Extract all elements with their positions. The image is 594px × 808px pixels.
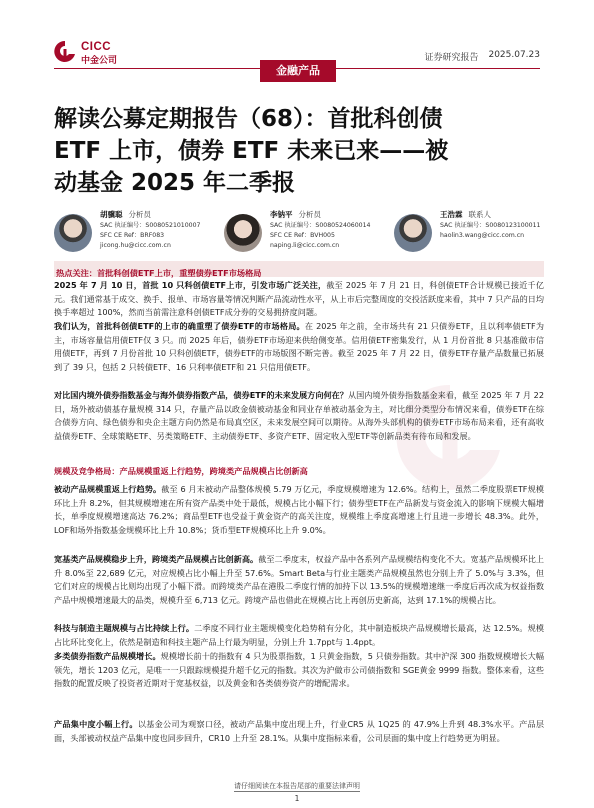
category-tab: 金融产品 xyxy=(260,60,336,82)
author-role: 分析员 xyxy=(128,210,151,219)
avatar xyxy=(224,214,262,252)
title-line: 动基金 2025 年二季报 xyxy=(54,170,296,196)
paragraph: 宽基类产品规模稳步上升，跨境类产品规模占比创新高。截至二季度末，权益产品中各系列产品规模结构变化不大。宽基产品规模环比上升 8.0%至 22,689 亿元，对应规模占比小幅上升至 57.6%。Smart Beta与行业主题类产品规模虽然也分别上升了 5.0%与 3.3%，但它们对应的规模占比则均出现了小幅下滑。而跨境类产品在港股二季度行情的加持下以 13.5%的规模增速继一季度后再次成为权益指数产品中规模增速最大的品类，规模升至 6,713 亿元。跨境产品也借此在规模占比上再创历史新高，达到 17.1%的规模占比。 xyxy=(54,554,544,605)
author-email[interactable]: haolin3.wang@cicc.com.cn xyxy=(440,232,525,239)
paragraph: 多类债券指数产品规模增长。规模增长前十的指数有 4 只为股票指数，1 只黄金指数，5 只债券指数。其中沪深 300 指数规模增长大幅领先，增长 1203 亿元，是唯一一只跟踪规模提升超千亿元的指数。其次为沪做市公司债指数和 SGE黄金 9999 指数。整体来看，这些指数的配置反映了投资者近期对于宽基权益，以及黄金和各类债券资产的增配需求。 xyxy=(54,651,544,689)
document-meta xyxy=(424,50,540,63)
avatar xyxy=(54,214,92,252)
paragraph: 科技与制造主题规模与占比持续上行。二季度不同行业主题规模变化趋势稍有分化，其中制造板块产品规模增长最高，达 12.5%。规模占比环比变化上，依然是制造和科技主题产品上行最为明显，分别上升 1.7ppt与 1.4ppt。 xyxy=(54,623,544,647)
title-line: ETF 上市，债券 ETF 未来已来——被 xyxy=(54,138,449,164)
author-info xyxy=(100,210,201,251)
logo-cn-text: 中金公司 xyxy=(81,56,118,66)
author-name: 胡骥聪 xyxy=(100,210,123,219)
author-role: 分析员 xyxy=(298,210,321,219)
paragraph: 被动产品规模重返上行趋势。截至 6 月末被动产品整体规模 5.79 万亿元，季度规模增速为 12.6%。结构上，虽然二季度股票ETF规模环比上升 8.2%，但其规模增速在所有资产品类中处于最低，规模占比小幅下行；债券型ETF在产品新发与资金流入的影响下规模大幅增长，单季度规模增速高达 76.2%；商品型ETF也受益于黄金资产的高关注度，规模维上季度高增速上行且进一步增长 48.3%。此外，LOF和场外指数基金规模环比上升 10.8%；货币型ETF规模环比上升 9.0%。 xyxy=(54,484,544,535)
author-sac: SAC 执证编号：S0080123100011 xyxy=(440,222,541,229)
paragraph: 我们认为，首批科创债ETF的上市的确重塑了债券ETF的市场格局。在 2025 年之前，全市场共有 21 只债券ETF，且以利率债ETF为主，市场容量信用债ETF仅 3 只。而 2025 年后，债券ETF市场迎来供给侧变革。信用债ETF密集发行，从 1 月份首批 8 只基准做市信用债ETF，再到 7 月份首批 10 只科创债ETF，债券ETF的市场版图不断完善。截至 2025 年 7 月 22 日，债券ETF存量产品数量已拓展到了 39 只，包括 2 只转债ETF、16 只利率债ETF和 21 只信用债ETF。 xyxy=(54,321,545,372)
author-email[interactable]: jicong.hu@cicc.com.cn xyxy=(100,242,171,249)
paragraph: 产品集中度小幅上行。以基金公司为观察口径，被动产品集中度出现上升，行业CR5 从 1Q25 的 47.9%上升到 48.3%水平。产品层面，头部被动权益产品集中度也同步回升，CR10 上升至 28.1%。从集中度指标来看，公司层面的集中度上行趋势更为明显。 xyxy=(54,719,544,743)
title-line: 解读公募定期报告（68）：首批科创债 xyxy=(54,106,443,132)
avatar xyxy=(394,214,432,252)
report-type: 证券研究报告 xyxy=(424,53,479,63)
author-sac: SAC 执证编号：S0080521010007 xyxy=(100,222,201,229)
legal-disclaimer-link[interactable]: 请仔细阅读在本报告尾部的重要法律声明 xyxy=(234,782,360,790)
author-card xyxy=(54,210,214,258)
paragraph: 2025 年 7 月 10 日，首批 10 只科创债ETF上市，引发市场广泛关注，截至 2025 年 7 月 21 日，科创债ETF合计规模已接近千亿元。我们通常基于成交、换手、报单、市场容量等情况判断产品流动性水平，从上市后完整周度的交投活跃度来看，其中 7 只产品的日均换手率超过 100%，然而当前需注意科创债ETF成分券的交易拥挤度问题。 xyxy=(54,280,545,318)
author-card xyxy=(224,210,384,258)
author-name: 王浩霖 xyxy=(440,210,463,219)
author-name: 李钠平 xyxy=(270,210,293,219)
page-number: 1 xyxy=(294,794,300,803)
author-card xyxy=(394,210,554,258)
cicc-logo xyxy=(54,40,124,66)
cicc-logo-icon xyxy=(54,40,76,64)
report-date: 2025.07.23 xyxy=(488,50,540,60)
author-sac: SAC 执证编号：S0080524060014 xyxy=(270,222,371,229)
section-header-scale: 规模及竞争格局：产品规模重返上行趋势，跨境类产品规模占比创新高 xyxy=(54,466,308,476)
author-info xyxy=(440,210,541,241)
author-cfe: SFC CE Ref：BRF083 xyxy=(100,232,165,239)
author-info xyxy=(270,210,371,251)
section-header-hot-topic: 热点关注：首批科创债ETF上市，重塑债券ETF市场格局 xyxy=(54,261,544,277)
author-list xyxy=(54,210,544,258)
logo-en-text: CICC xyxy=(81,41,112,53)
report-title xyxy=(54,103,544,199)
author-cfe: SFC CE Ref：BVH005 xyxy=(270,232,335,239)
author-email[interactable]: naping.li@cicc.com.cn xyxy=(270,242,340,249)
paragraph: 对比国内境外债券指数基金与海外债券指数产品，债券ETF的未来发展方向何在？从国内境外债券指数基金来看，截至 2025 年 7 月 22 日，场外被动债基存量规模 314 只，存量产品以政金债被动基金和同业存单被动基金为主，对比细分类型分布情况来看，债券ETF在综合债券方向、绿色债券和央企主题方向仍然是布局真空区，未来发展空间可以期待。从海外头部机构的债券ETF市场布局来看，还有高收益债券ETF、全球策略ETF、另类策略ETF、主动债券ETF、多资产ETF、固定收入型ETF等创新品类有待布局和发展。 xyxy=(54,390,544,441)
author-role: 联系人 xyxy=(468,210,491,219)
